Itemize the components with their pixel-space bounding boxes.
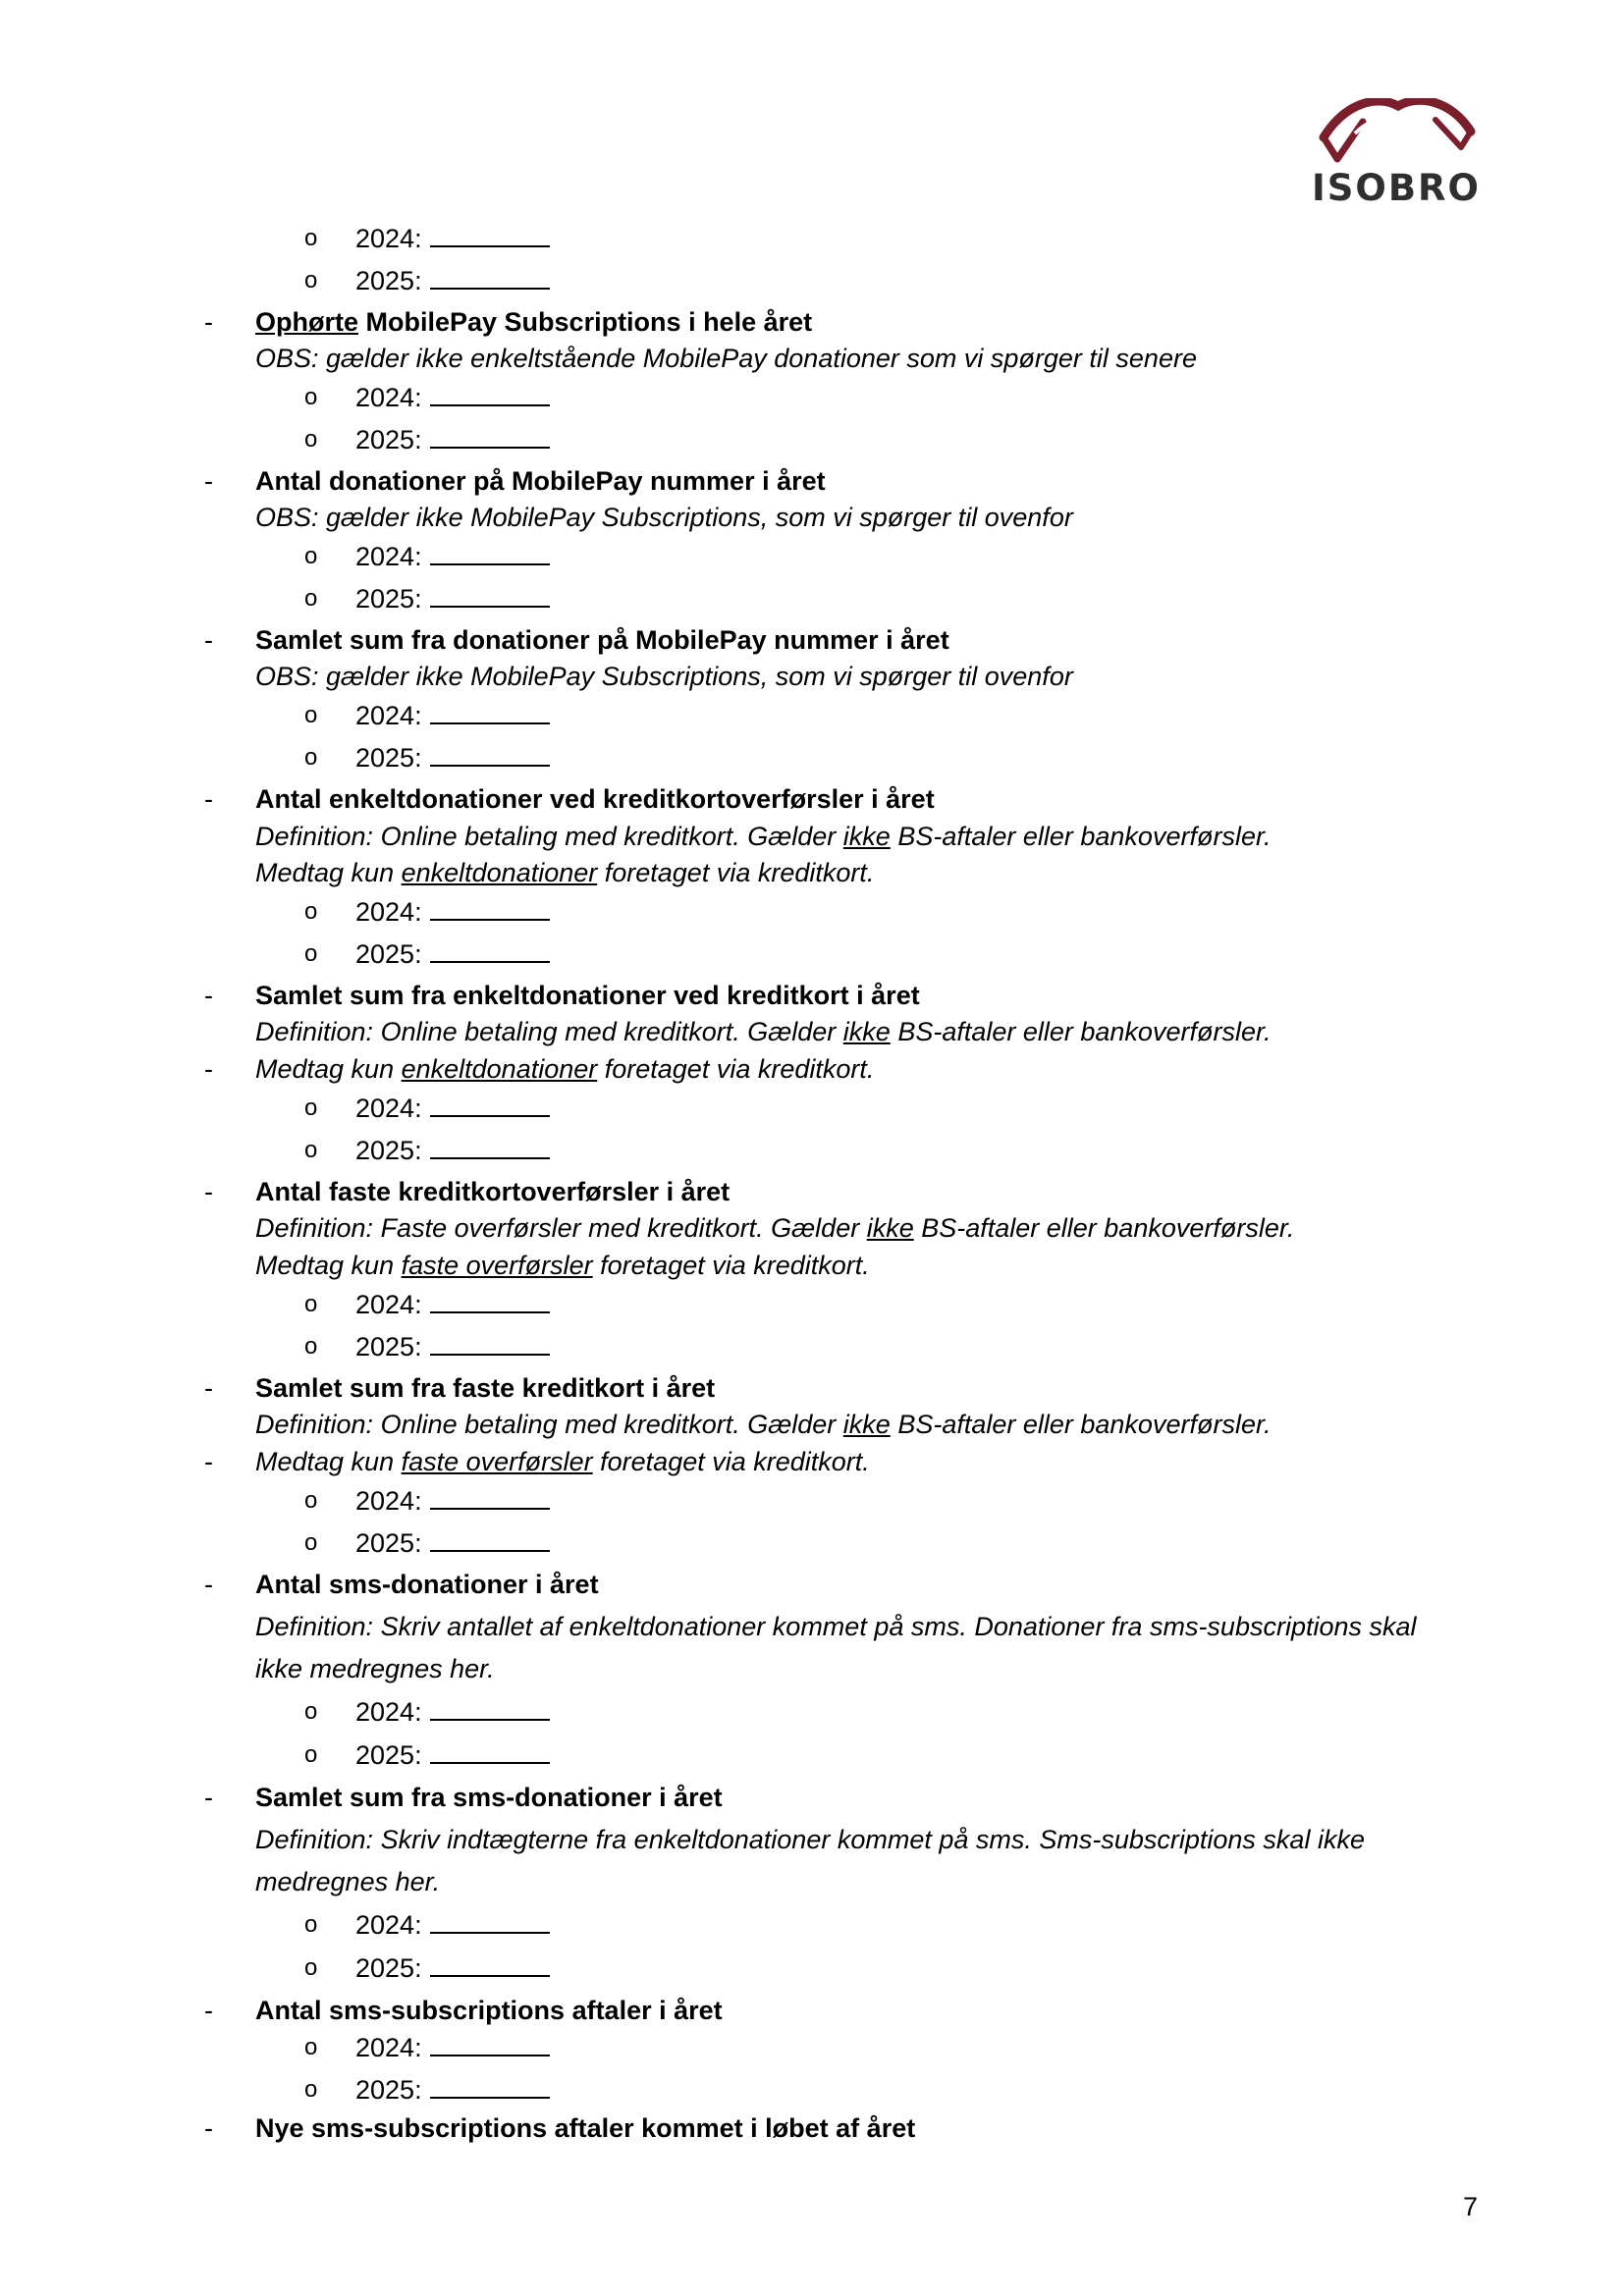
list-bullet: o [304, 1698, 318, 1725]
answer-blank[interactable] [430, 220, 550, 247]
list-bullet: o [304, 225, 318, 251]
list-bullet: o [304, 1529, 318, 1556]
section-heading: Antal enkeltdonationer ved kreditkortoverførsler i året [255, 784, 935, 814]
list-dash: - [204, 466, 213, 496]
answer-blank[interactable] [430, 893, 550, 921]
answer-blank[interactable] [430, 1482, 550, 1510]
list-bullet: o [304, 898, 318, 925]
answer-blank[interactable] [430, 1090, 550, 1117]
list-bullet: o [304, 543, 318, 569]
year-field-2024: 2024: [355, 538, 550, 574]
section-heading: Antal donationer på MobilePay nummer i året [255, 466, 826, 496]
answer-blank[interactable] [430, 379, 550, 406]
answer-blank[interactable] [430, 421, 550, 449]
section-definition: medregnes her. [255, 1867, 441, 1896]
section-note: OBS: gælder ikke enkeltstående MobilePay donationer som vi spørger til senere [255, 344, 1197, 373]
answer-blank[interactable] [430, 1906, 550, 1934]
list-dash: - [204, 1447, 213, 1476]
year-field-2025: 2025: [355, 1736, 550, 1773]
year-field-2024: 2024: [355, 379, 550, 415]
list-dash: - [204, 625, 213, 655]
year-field-2024: 2024: [355, 1090, 550, 1126]
list-bullet: o [304, 1741, 318, 1768]
section-heading: Nye sms-subscriptions aftaler kommet i løbet af året [255, 2113, 916, 2143]
year-field-2024: 2024: [355, 220, 550, 256]
section-heading: Samlet sum fra sms-donationer i året [255, 1783, 723, 1812]
list-dash: - [204, 1054, 213, 1084]
list-dash: - [204, 1996, 213, 2025]
list-bullet: o [304, 1095, 318, 1121]
list-dash: - [204, 1373, 213, 1403]
section-definition: Definition: Online betaling med kreditkort. Gælder ikke BS-aftaler eller bankoverførsler. [255, 1017, 1272, 1046]
section-definition: Definition: Skriv indtægterne fra enkeltdonationer kommet på sms. Sms-subscriptions skal ikke [255, 1825, 1365, 1854]
year-field-2024: 2024: [355, 1286, 550, 1322]
section-definition: Medtag kun faste overførsler foretaget via kreditkort. [255, 1447, 870, 1476]
section-definition: Medtag kun enkeltdonationer foretaget via kreditkort. [255, 1054, 875, 1084]
section-heading: Samlet sum fra enkeltdonationer ved kreditkort i året [255, 981, 920, 1010]
answer-blank[interactable] [430, 1693, 550, 1721]
year-field-2025: 2025: [355, 1132, 550, 1168]
list-dash: - [204, 784, 213, 814]
section-heading: Ophørte MobilePay Subscriptions i hele året [255, 307, 813, 337]
answer-blank[interactable] [430, 1132, 550, 1159]
year-field-2024: 2024: [355, 1693, 550, 1730]
year-field-2025: 2025: [355, 2071, 550, 2108]
year-field-2024: 2024: [355, 1482, 550, 1519]
list-dash: - [204, 1570, 213, 1599]
section-definition: Medtag kun faste overførsler foretaget via kreditkort. [255, 1251, 870, 1280]
section-definition: Medtag kun enkeltdonationer foretaget via kreditkort. [255, 858, 875, 887]
section-definition: Definition: Online betaling med kreditkort. Gælder ikke BS-aftaler eller bankoverførsler. [255, 822, 1272, 851]
answer-blank[interactable] [430, 2071, 550, 2099]
answer-blank[interactable] [430, 1286, 550, 1313]
answer-blank[interactable] [430, 1736, 550, 1764]
answer-blank[interactable] [430, 2029, 550, 2056]
list-dash: - [204, 2113, 213, 2143]
year-field-2025: 2025: [355, 739, 550, 775]
year-field-2025: 2025: [355, 421, 550, 457]
list-bullet: o [304, 1137, 318, 1163]
section-heading: Samlet sum fra faste kreditkort i året [255, 1373, 716, 1403]
section-heading: Antal sms-donationer i året [255, 1570, 599, 1599]
list-bullet: o [304, 940, 318, 967]
section-heading: Antal sms-subscriptions aftaler i året [255, 1996, 723, 2025]
year-field-2025: 2025: [355, 1949, 550, 1986]
answer-blank[interactable] [430, 262, 550, 290]
answer-blank[interactable] [430, 697, 550, 724]
year-field-2025: 2025: [355, 580, 550, 616]
list-bullet: o [304, 1333, 318, 1360]
answer-blank[interactable] [430, 935, 550, 963]
year-field-2024: 2024: [355, 697, 550, 733]
answer-blank[interactable] [430, 1524, 550, 1552]
section-note: OBS: gælder ikke MobilePay Subscriptions, som vi spørger til ovenfor [255, 503, 1073, 532]
section-heading: Antal faste kreditkortoverførsler i året [255, 1177, 731, 1206]
list-bullet: o [304, 426, 318, 453]
list-bullet: o [304, 384, 318, 410]
logo-wordmark: ISOBRO [1311, 167, 1481, 209]
list-bullet: o [304, 267, 318, 294]
page-number: 7 [1463, 2192, 1479, 2221]
answer-blank[interactable] [430, 1328, 550, 1356]
section-definition: Definition: Skriv antallet af enkeltdonationer kommet på sms. Donationer fra sms-subscriptions skal [255, 1612, 1417, 1641]
isobro-logo [1310, 98, 1483, 211]
section-definition: ikke medregnes her. [255, 1654, 495, 1683]
section-definition: Definition: Faste overførsler med kreditkort. Gælder ikke BS-aftaler eller bankoverførsler. [255, 1213, 1295, 1243]
year-field-2024: 2024: [355, 1906, 550, 1943]
section-definition: Definition: Online betaling med kreditkort. Gælder ikke BS-aftaler eller bankoverførsler. [255, 1410, 1272, 1439]
list-bullet: o [304, 585, 318, 612]
answer-blank[interactable] [430, 580, 550, 608]
year-field-2024: 2024: [355, 2029, 550, 2065]
list-bullet: o [304, 1911, 318, 1938]
list-dash: - [204, 1177, 213, 1206]
answer-blank[interactable] [430, 739, 550, 767]
year-field-2025: 2025: [355, 1524, 550, 1561]
arch-logo-icon [1316, 98, 1477, 167]
list-bullet: o [304, 2034, 318, 2060]
list-bullet: o [304, 744, 318, 771]
year-field-2025: 2025: [355, 1328, 550, 1364]
list-bullet: o [304, 2076, 318, 2103]
year-field-2025: 2025: [355, 262, 550, 298]
list-dash: - [204, 981, 213, 1010]
list-bullet: o [304, 1954, 318, 1981]
answer-blank[interactable] [430, 1949, 550, 1977]
section-heading: Samlet sum fra donationer på MobilePay nummer i året [255, 625, 949, 655]
list-bullet: o [304, 702, 318, 728]
answer-blank[interactable] [430, 538, 550, 565]
list-bullet: o [304, 1291, 318, 1317]
list-bullet: o [304, 1487, 318, 1514]
year-field-2024: 2024: [355, 893, 550, 930]
year-field-2025: 2025: [355, 935, 550, 972]
list-dash: - [204, 1783, 213, 1812]
list-dash: - [204, 307, 213, 337]
section-note: OBS: gælder ikke MobilePay Subscriptions, som vi spørger til ovenfor [255, 662, 1073, 691]
